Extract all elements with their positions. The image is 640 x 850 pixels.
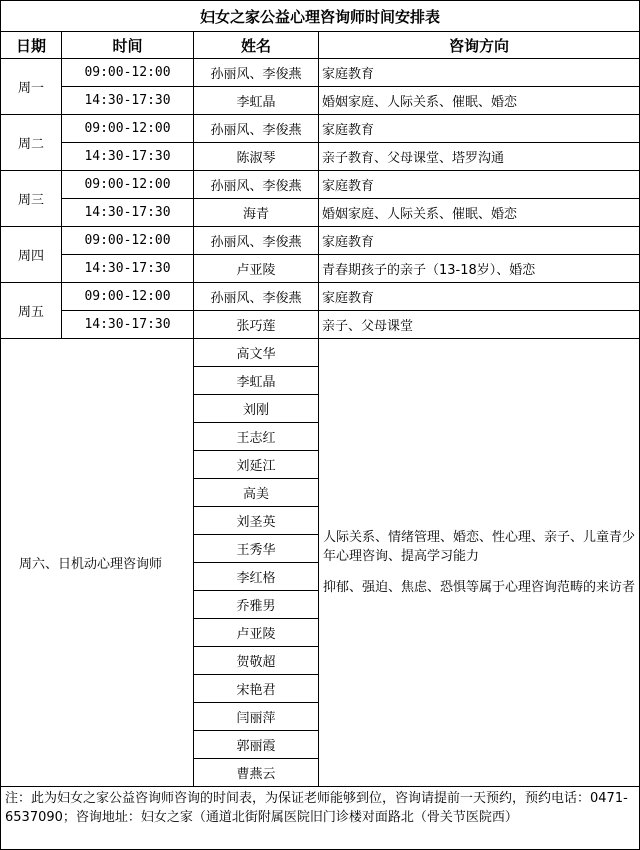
footnote: 注：此为妇女之家公益咨询师咨询的时间表，为保证老师能够到位，咨询请提前一天预约，预约电话：0471-6537090；咨询地址：妇女之家（通道北街附属医院旧门诊楼对面路北（骨关节医院西）	[1, 787, 640, 850]
name-cell: 李虹晶	[194, 367, 319, 395]
time-cell: 14:30-17:30	[62, 199, 194, 227]
day-cell: 周一	[1, 59, 62, 115]
name-cell: 闫丽萍	[194, 703, 319, 731]
name-cell: 曹燕云	[194, 759, 319, 787]
name-cell: 张巧莲	[194, 311, 319, 339]
name-cell: 刘延江	[194, 451, 319, 479]
table-row	[1, 87, 640, 115]
time-cell: 09:00-12:00	[62, 283, 194, 311]
table-row	[1, 143, 640, 171]
direction-cell: 家庭教育	[319, 59, 640, 87]
direction-cell: 婚姻家庭、人际关系、催眠、婚恋	[319, 199, 640, 227]
table-row	[1, 59, 640, 87]
header-name: 姓名	[194, 32, 319, 59]
header-direction: 咨询方向	[319, 32, 640, 59]
direction-cell: 家庭教育	[319, 115, 640, 143]
direction-cell: 亲子、父母课堂	[319, 311, 640, 339]
name-cell: 李虹晶	[194, 87, 319, 115]
time-cell: 09:00-12:00	[62, 115, 194, 143]
name-cell: 乔雅男	[194, 591, 319, 619]
day-cell: 周五	[1, 283, 62, 339]
time-cell: 14:30-17:30	[62, 143, 194, 171]
header-row	[1, 32, 640, 59]
table-row	[1, 199, 640, 227]
weekend-direction	[319, 339, 640, 787]
direction-cell: 婚姻家庭、人际关系、催眠、婚恋	[319, 87, 640, 115]
direction-cell: 亲子教育、父母课堂、塔罗沟通	[319, 143, 640, 171]
name-cell: 刘刚	[194, 395, 319, 423]
weekend-label: 周六、日机动心理咨询师	[1, 339, 194, 787]
name-cell: 孙丽风、李俊燕	[194, 171, 319, 199]
time-cell: 09:00-12:00	[62, 59, 194, 87]
direction-cell: 家庭教育	[319, 283, 640, 311]
table-row	[1, 311, 640, 339]
direction-cell: 青春期孩子的亲子（13-18岁）、婚恋	[319, 255, 640, 283]
time-cell: 14:30-17:30	[62, 87, 194, 115]
name-cell: 孙丽风、李俊燕	[194, 59, 319, 87]
name-cell: 贺敬超	[194, 647, 319, 675]
header-time: 时间	[62, 32, 194, 59]
name-cell: 刘圣英	[194, 507, 319, 535]
name-cell: 高文华	[194, 339, 319, 367]
weekend-direction-1: 人际关系、情绪管理、婚恋、性心理、亲子、儿童青少年心理咨询、提高学习能力	[323, 530, 636, 564]
name-cell: 李红格	[194, 563, 319, 591]
name-cell: 海青	[194, 199, 319, 227]
table-row	[1, 227, 640, 255]
name-cell: 高美	[194, 479, 319, 507]
name-cell: 孙丽风、李俊燕	[194, 115, 319, 143]
time-cell: 09:00-12:00	[62, 227, 194, 255]
name-cell: 宋艳君	[194, 675, 319, 703]
day-cell: 周三	[1, 171, 62, 227]
name-cell: 王志红	[194, 423, 319, 451]
weekend-direction-2: 抑郁、强迫、焦虑、恐惧等属于心理咨询范畴的来访者	[323, 580, 636, 595]
name-cell: 陈淑琴	[194, 143, 319, 171]
table-row	[1, 339, 640, 367]
header-date: 日期	[1, 32, 62, 59]
time-cell: 14:30-17:30	[62, 255, 194, 283]
direction-cell: 家庭教育	[319, 227, 640, 255]
day-cell: 周四	[1, 227, 62, 283]
day-cell: 周二	[1, 115, 62, 171]
time-cell: 14:30-17:30	[62, 311, 194, 339]
direction-cell: 家庭教育	[319, 171, 640, 199]
table-title: 妇女之家公益心理咨询师时间安排表	[1, 1, 640, 32]
table-row	[1, 171, 640, 199]
name-cell: 孙丽风、李俊燕	[194, 227, 319, 255]
time-cell: 09:00-12:00	[62, 171, 194, 199]
name-cell: 郭丽霞	[194, 731, 319, 759]
name-cell: 卢亚陵	[194, 255, 319, 283]
table-row	[1, 115, 640, 143]
table-row	[1, 255, 640, 283]
name-cell: 孙丽风、李俊燕	[194, 283, 319, 311]
name-cell: 卢亚陵	[194, 619, 319, 647]
name-cell: 王秀华	[194, 535, 319, 563]
table-row	[1, 283, 640, 311]
